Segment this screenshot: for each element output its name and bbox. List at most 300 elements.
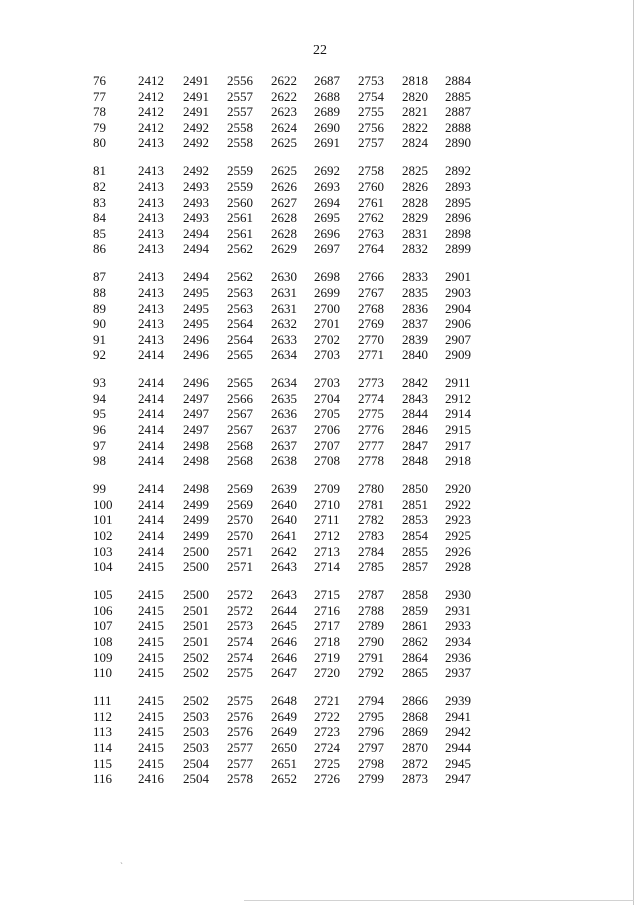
table-cell: 2567 <box>227 422 253 438</box>
table-row <box>0 422 640 438</box>
table-cell: 2753 <box>358 73 384 88</box>
table-cell: 2783 <box>358 528 384 543</box>
table-row <box>0 497 640 513</box>
table-cell: 2557 <box>227 88 253 104</box>
table-cell: 2561 <box>227 210 253 226</box>
table-cell: 2572 <box>227 602 253 618</box>
table-row <box>0 587 640 603</box>
table-row <box>0 375 640 391</box>
scan-speck: ˎ <box>120 854 123 864</box>
table-cell: 2899 <box>445 241 471 257</box>
table-cell: 2906 <box>445 316 471 332</box>
table-cell: 2491 <box>183 104 209 120</box>
table-cell: 2794 <box>358 693 384 709</box>
table-cell: 2843 <box>402 390 428 406</box>
table-row <box>0 285 640 301</box>
table-row <box>0 73 640 89</box>
table-cell: 2632 <box>271 316 297 332</box>
table-cell: 2575 <box>227 693 253 709</box>
table-cell: 2415 <box>138 665 164 681</box>
table-cell: 2787 <box>358 587 384 603</box>
table-cell: 2870 <box>402 739 428 755</box>
table-cell: 2493 <box>183 178 209 194</box>
row-index: 93 <box>93 375 106 391</box>
table-cell: 2495 <box>183 316 209 332</box>
number-table <box>0 73 640 787</box>
table-cell: 2712 <box>314 528 340 543</box>
table-cell: 2500 <box>183 559 209 575</box>
table-cell: 2723 <box>314 724 340 740</box>
table-row <box>0 332 640 348</box>
table-cell: 2818 <box>402 73 428 88</box>
row-index: 112 <box>93 708 113 724</box>
table-cell: 2755 <box>358 104 384 120</box>
table-cell: 2491 <box>183 73 209 88</box>
table-cell: 2798 <box>358 755 384 771</box>
table-row <box>0 406 640 422</box>
table-cell: 2757 <box>358 135 384 151</box>
table-cell: 2498 <box>183 453 209 469</box>
table-cell: 2888 <box>445 119 471 135</box>
table-cell: 2636 <box>271 406 297 422</box>
table-cell: 2575 <box>227 665 253 681</box>
table-cell: 2646 <box>271 633 297 649</box>
table-row <box>0 756 640 772</box>
table-cell: 2687 <box>314 73 340 88</box>
table-cell: 2851 <box>402 496 428 512</box>
table-cell: 2862 <box>402 633 428 649</box>
table-cell: 2720 <box>314 665 340 681</box>
table-cell: 2414 <box>138 406 164 422</box>
table-cell: 2931 <box>445 602 471 618</box>
table-cell: 2502 <box>183 665 209 681</box>
table-row <box>0 634 640 650</box>
table-cell: 2413 <box>138 163 164 179</box>
row-index: 89 <box>93 300 106 316</box>
table-cell: 2825 <box>402 163 428 179</box>
table-cell: 2576 <box>227 724 253 740</box>
table-cell: 2797 <box>358 739 384 755</box>
table-cell: 2790 <box>358 633 384 649</box>
table-cell: 2708 <box>314 453 340 469</box>
table-cell: 2639 <box>271 481 297 497</box>
table-cell: 2887 <box>445 104 471 120</box>
table-cell: 2573 <box>227 618 253 634</box>
table-row <box>0 709 640 725</box>
table-row <box>0 453 640 469</box>
table-cell: 2499 <box>183 496 209 512</box>
table-cell: 2778 <box>358 453 384 469</box>
table-row <box>0 301 640 317</box>
table-cell: 2644 <box>271 602 297 618</box>
table-cell: 2898 <box>445 225 471 241</box>
table-row <box>0 724 640 740</box>
table-cell: 2496 <box>183 375 209 391</box>
table-row <box>0 544 640 560</box>
table-cell: 2769 <box>358 316 384 332</box>
row-index: 81 <box>93 163 106 179</box>
table-cell: 2780 <box>358 481 384 497</box>
table-cell: 2497 <box>183 406 209 422</box>
row-index: 107 <box>93 618 113 634</box>
table-cell: 2568 <box>227 453 253 469</box>
table-cell: 2776 <box>358 422 384 438</box>
table-cell: 2865 <box>402 665 428 681</box>
table-cell: 2694 <box>314 194 340 210</box>
table-cell: 2414 <box>138 528 164 543</box>
table-cell: 2634 <box>271 347 297 363</box>
table-cell: 2896 <box>445 210 471 226</box>
table-row <box>0 438 640 454</box>
table-row <box>0 89 640 105</box>
table-cell: 2646 <box>271 649 297 665</box>
table-cell: 2503 <box>183 739 209 755</box>
table-row <box>0 195 640 211</box>
table-cell: 2773 <box>358 375 384 391</box>
table-cell: 2629 <box>271 241 297 257</box>
table-cell: 2872 <box>402 755 428 771</box>
table-cell: 2413 <box>138 194 164 210</box>
table-cell: 2857 <box>402 559 428 575</box>
table-cell: 2415 <box>138 724 164 740</box>
table-cell: 2923 <box>445 512 471 528</box>
table-row <box>0 104 640 120</box>
table-cell: 2558 <box>227 135 253 151</box>
table-cell: 2782 <box>358 512 384 528</box>
table-cell: 2492 <box>183 163 209 179</box>
table-cell: 2699 <box>314 284 340 300</box>
table-cell: 2835 <box>402 284 428 300</box>
row-index: 109 <box>93 649 113 665</box>
table-cell: 2622 <box>271 88 297 104</box>
row-index: 102 <box>93 528 113 543</box>
table-cell: 2635 <box>271 390 297 406</box>
table-cell: 2414 <box>138 390 164 406</box>
row-index: 91 <box>93 331 106 347</box>
table-cell: 2771 <box>358 347 384 363</box>
table-cell: 2413 <box>138 331 164 347</box>
table-cell: 2571 <box>227 559 253 575</box>
row-index: 103 <box>93 543 113 559</box>
scan-bottom-line <box>244 900 634 901</box>
table-cell: 2625 <box>271 163 297 179</box>
table-cell: 2848 <box>402 453 428 469</box>
table-cell: 2692 <box>314 163 340 179</box>
table-row <box>0 740 640 756</box>
table-cell: 2858 <box>402 587 428 603</box>
table-cell: 2415 <box>138 739 164 755</box>
table-row <box>0 391 640 407</box>
table-cell: 2627 <box>271 194 297 210</box>
table-cell: 2414 <box>138 496 164 512</box>
table-cell: 2492 <box>183 135 209 151</box>
table-cell: 2754 <box>358 88 384 104</box>
table-cell: 2640 <box>271 496 297 512</box>
table-cell: 2412 <box>138 73 164 88</box>
row-index: 106 <box>93 602 113 618</box>
table-cell: 2631 <box>271 284 297 300</box>
table-cell: 2944 <box>445 739 471 755</box>
table-cell: 2945 <box>445 755 471 771</box>
table-cell: 2414 <box>138 437 164 453</box>
table-cell: 2414 <box>138 512 164 528</box>
table-cell: 2569 <box>227 496 253 512</box>
row-index: 88 <box>93 284 106 300</box>
table-cell: 2564 <box>227 316 253 332</box>
table-cell: 2861 <box>402 618 428 634</box>
table-cell: 2939 <box>445 693 471 709</box>
table-cell: 2909 <box>445 347 471 363</box>
table-cell: 2850 <box>402 481 428 497</box>
row-index: 82 <box>93 178 106 194</box>
row-index: 94 <box>93 390 106 406</box>
table-row <box>0 603 640 619</box>
table-cell: 2413 <box>138 210 164 226</box>
page-number: 22 <box>313 43 327 58</box>
row-index: 84 <box>93 210 106 226</box>
table-cell: 2777 <box>358 437 384 453</box>
table-cell: 2493 <box>183 210 209 226</box>
table-cell: 2576 <box>227 708 253 724</box>
table-row <box>0 650 640 666</box>
table-cell: 2868 <box>402 708 428 724</box>
table-cell: 2562 <box>227 241 253 257</box>
table-cell: 2630 <box>271 269 297 285</box>
table-cell: 2628 <box>271 210 297 226</box>
table-cell: 2885 <box>445 88 471 104</box>
table-cell: 2412 <box>138 104 164 120</box>
table-cell: 2415 <box>138 559 164 575</box>
table-cell: 2578 <box>227 771 253 787</box>
row-index: 95 <box>93 406 106 422</box>
table-cell: 2495 <box>183 284 209 300</box>
table-cell: 2713 <box>314 543 340 559</box>
table-cell: 2501 <box>183 633 209 649</box>
table-cell: 2842 <box>402 375 428 391</box>
table-cell: 2775 <box>358 406 384 422</box>
table-cell: 2789 <box>358 618 384 634</box>
table-cell: 2918 <box>445 453 471 469</box>
table-cell: 2788 <box>358 602 384 618</box>
table-cell: 2649 <box>271 708 297 724</box>
table-cell: 2491 <box>183 88 209 104</box>
table-cell: 2884 <box>445 73 471 88</box>
table-cell: 2903 <box>445 284 471 300</box>
table-cell: 2640 <box>271 512 297 528</box>
table-cell: 2650 <box>271 739 297 755</box>
row-index: 115 <box>93 755 113 771</box>
table-cell: 2494 <box>183 225 209 241</box>
table-row <box>0 163 640 179</box>
table-cell: 2631 <box>271 300 297 316</box>
table-cell: 2847 <box>402 437 428 453</box>
table-cell: 2722 <box>314 708 340 724</box>
table-cell: 2641 <box>271 528 297 543</box>
table-cell: 2832 <box>402 241 428 257</box>
table-cell: 2565 <box>227 347 253 363</box>
table-cell: 2566 <box>227 390 253 406</box>
table-cell: 2711 <box>314 512 340 528</box>
table-cell: 2415 <box>138 633 164 649</box>
row-index: 110 <box>93 665 113 681</box>
table-cell: 2413 <box>138 178 164 194</box>
row-index: 83 <box>93 194 106 210</box>
table-cell: 2724 <box>314 739 340 755</box>
table-cell: 2651 <box>271 755 297 771</box>
table-cell: 2828 <box>402 194 428 210</box>
table-cell: 2571 <box>227 543 253 559</box>
table-cell: 2414 <box>138 347 164 363</box>
row-index: 87 <box>93 269 106 285</box>
table-cell: 2930 <box>445 587 471 603</box>
table-cell: 2574 <box>227 633 253 649</box>
table-cell: 2413 <box>138 225 164 241</box>
table-cell: 2563 <box>227 284 253 300</box>
table-cell: 2904 <box>445 300 471 316</box>
table-cell: 2494 <box>183 241 209 257</box>
table-cell: 2633 <box>271 331 297 347</box>
table-cell: 2572 <box>227 587 253 603</box>
table-cell: 2561 <box>227 225 253 241</box>
table-cell: 2637 <box>271 437 297 453</box>
table-row <box>0 559 640 575</box>
table-cell: 2920 <box>445 481 471 497</box>
table-cell: 2499 <box>183 528 209 543</box>
table-cell: 2767 <box>358 284 384 300</box>
table-cell: 2570 <box>227 512 253 528</box>
table-cell: 2558 <box>227 119 253 135</box>
row-index: 114 <box>93 739 113 755</box>
table-cell: 2556 <box>227 73 253 88</box>
table-row <box>0 512 640 528</box>
table-cell: 2912 <box>445 390 471 406</box>
table-cell: 2498 <box>183 481 209 497</box>
table-cell: 2839 <box>402 331 428 347</box>
table-cell: 2768 <box>358 300 384 316</box>
table-cell: 2416 <box>138 771 164 787</box>
table-cell: 2893 <box>445 178 471 194</box>
table-cell: 2647 <box>271 665 297 681</box>
table-cell: 2569 <box>227 481 253 497</box>
table-cell: 2645 <box>271 618 297 634</box>
table-cell: 2696 <box>314 225 340 241</box>
table-cell: 2493 <box>183 194 209 210</box>
table-cell: 2703 <box>314 375 340 391</box>
table-cell: 2691 <box>314 135 340 151</box>
table-cell: 2895 <box>445 194 471 210</box>
table-cell: 2781 <box>358 496 384 512</box>
table-cell: 2413 <box>138 241 164 257</box>
table-cell: 2766 <box>358 269 384 285</box>
table-cell: 2714 <box>314 559 340 575</box>
table-cell: 2497 <box>183 390 209 406</box>
row-index: 92 <box>93 347 106 363</box>
table-cell: 2764 <box>358 241 384 257</box>
table-row <box>0 481 640 497</box>
table-cell: 2792 <box>358 665 384 681</box>
table-cell: 2719 <box>314 649 340 665</box>
table-cell: 2697 <box>314 241 340 257</box>
table-cell: 2415 <box>138 618 164 634</box>
table-cell: 2689 <box>314 104 340 120</box>
table-cell: 2725 <box>314 755 340 771</box>
table-cell: 2414 <box>138 543 164 559</box>
table-cell: 2503 <box>183 708 209 724</box>
table-cell: 2413 <box>138 300 164 316</box>
table-cell: 2415 <box>138 708 164 724</box>
table-row <box>0 226 640 242</box>
table-cell: 2717 <box>314 618 340 634</box>
table-cell: 2562 <box>227 269 253 285</box>
table-cell: 2821 <box>402 104 428 120</box>
row-index: 76 <box>93 73 106 88</box>
table-cell: 2642 <box>271 543 297 559</box>
table-cell: 2763 <box>358 225 384 241</box>
table-cell: 2907 <box>445 331 471 347</box>
table-cell: 2698 <box>314 269 340 285</box>
table-row <box>0 771 640 787</box>
row-index: 99 <box>93 481 106 497</box>
table-cell: 2574 <box>227 649 253 665</box>
table-cell: 2626 <box>271 178 297 194</box>
table-row <box>0 347 640 363</box>
table-cell: 2840 <box>402 347 428 363</box>
row-index: 80 <box>93 135 106 151</box>
table-cell: 2703 <box>314 347 340 363</box>
table-cell: 2413 <box>138 135 164 151</box>
table-cell: 2412 <box>138 88 164 104</box>
table-cell: 2873 <box>402 771 428 787</box>
table-cell: 2564 <box>227 331 253 347</box>
table-cell: 2726 <box>314 771 340 787</box>
table-cell: 2770 <box>358 331 384 347</box>
table-cell: 2577 <box>227 755 253 771</box>
table-cell: 2700 <box>314 300 340 316</box>
table-cell: 2415 <box>138 649 164 665</box>
table-cell: 2502 <box>183 693 209 709</box>
table-cell: 2498 <box>183 437 209 453</box>
table-cell: 2928 <box>445 559 471 575</box>
table-cell: 2413 <box>138 284 164 300</box>
table-cell: 2855 <box>402 543 428 559</box>
table-cell: 2624 <box>271 119 297 135</box>
table-cell: 2643 <box>271 559 297 575</box>
table-cell: 2560 <box>227 194 253 210</box>
table-cell: 2901 <box>445 269 471 285</box>
table-row <box>0 269 640 285</box>
table-row <box>0 135 640 151</box>
table-cell: 2942 <box>445 724 471 740</box>
table-cell: 2634 <box>271 375 297 391</box>
table-cell: 2622 <box>271 73 297 88</box>
row-index: 85 <box>93 225 106 241</box>
row-index: 105 <box>93 587 113 603</box>
table-cell: 2414 <box>138 422 164 438</box>
table-cell: 2504 <box>183 755 209 771</box>
table-row <box>0 693 640 709</box>
table-cell: 2933 <box>445 618 471 634</box>
table-cell: 2577 <box>227 739 253 755</box>
table-row <box>0 120 640 136</box>
table-row <box>0 241 640 257</box>
table-cell: 2705 <box>314 406 340 422</box>
table-cell: 2822 <box>402 119 428 135</box>
table-cell: 2415 <box>138 755 164 771</box>
table-cell: 2890 <box>445 135 471 151</box>
table-cell: 2693 <box>314 178 340 194</box>
table-cell: 2496 <box>183 331 209 347</box>
table-cell: 2866 <box>402 693 428 709</box>
